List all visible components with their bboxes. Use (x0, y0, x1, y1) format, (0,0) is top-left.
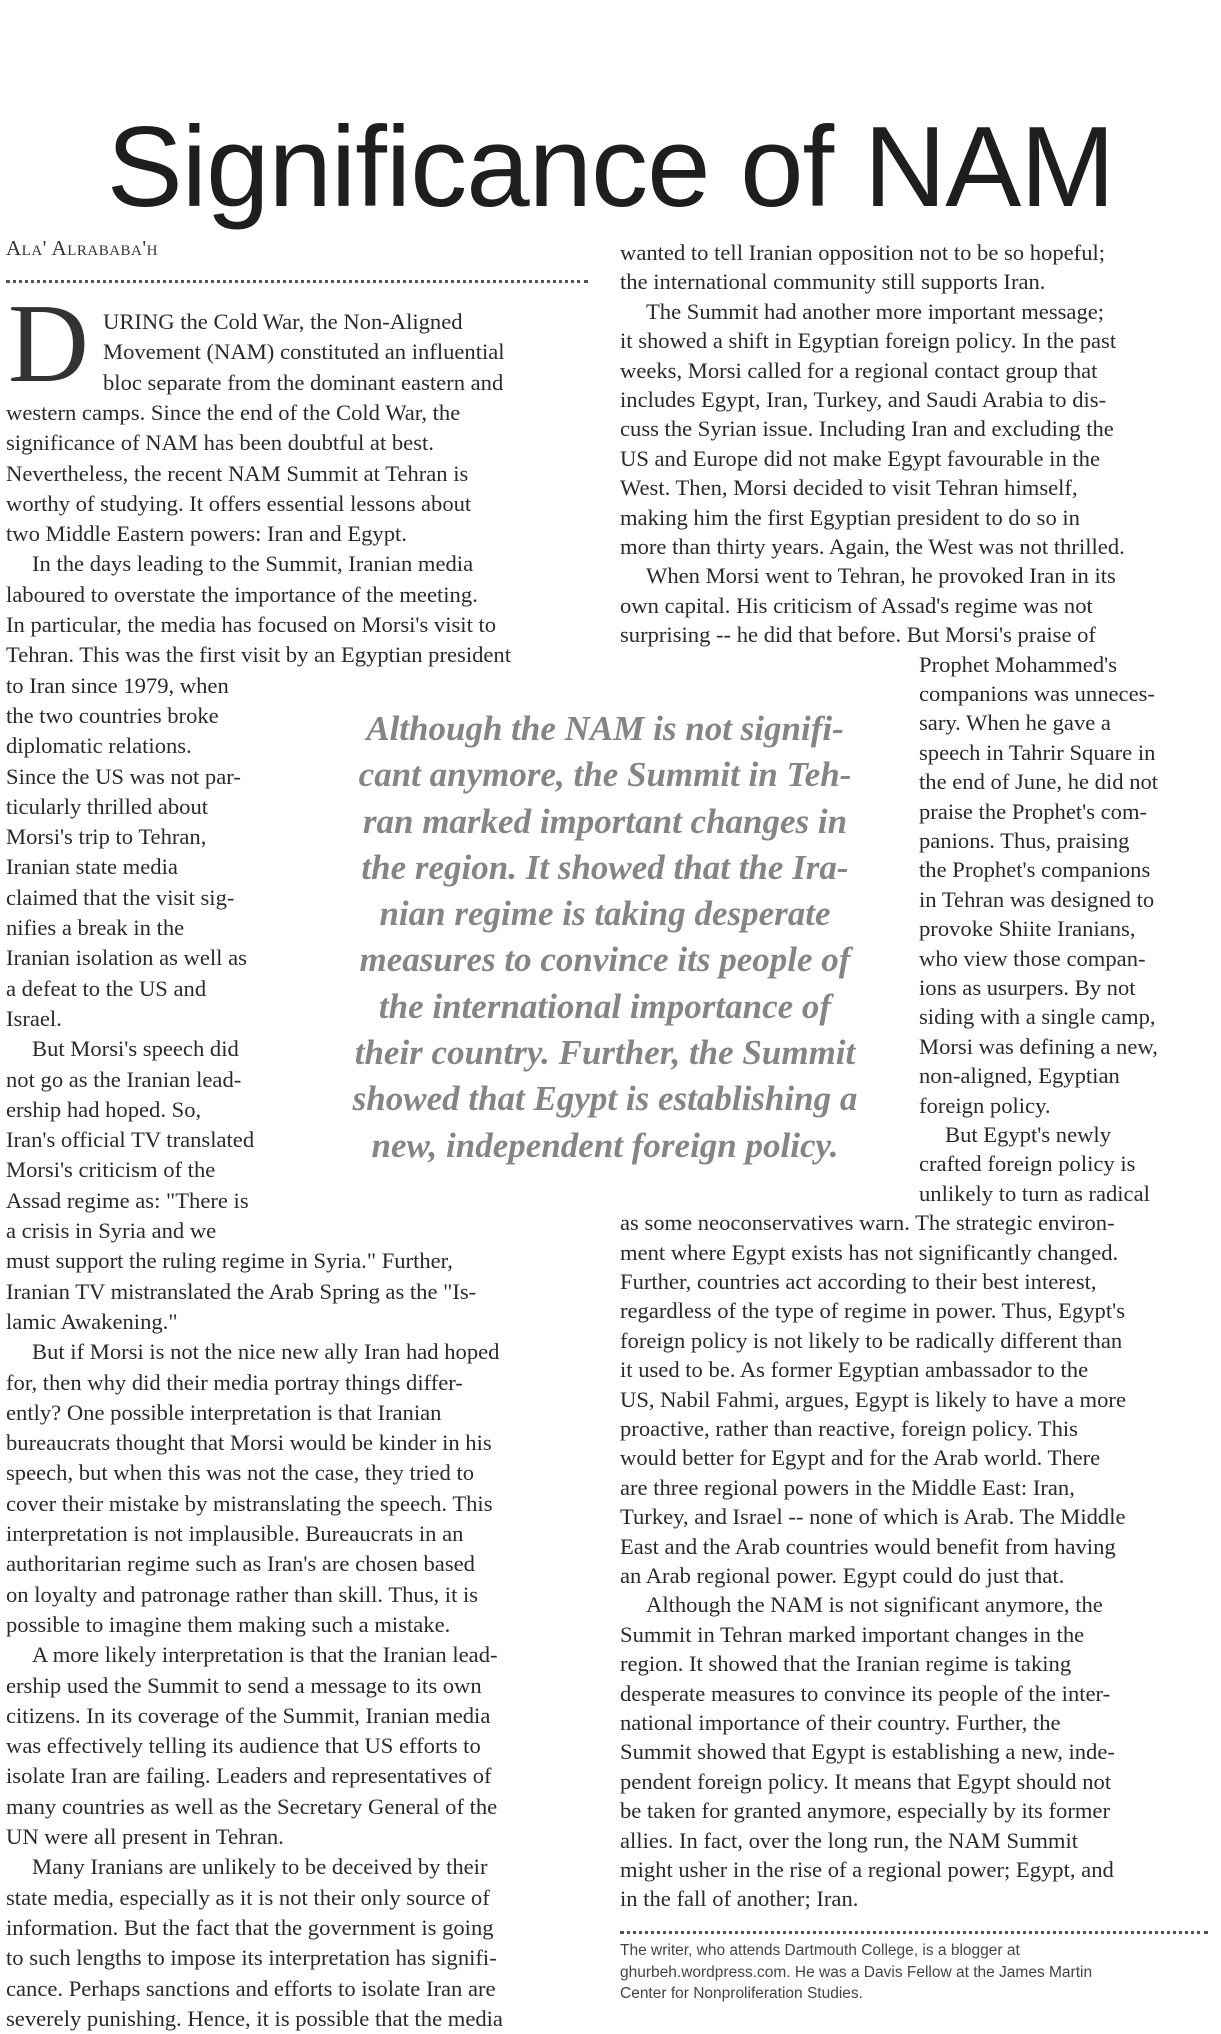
text-line: possible to imagine them making such a mistake. (6, 1611, 451, 1637)
text-line: the international community still supports Iran. (620, 269, 1046, 295)
text-line: Although the NAM is not significant anymore, the (646, 1592, 1103, 1618)
pull-quote-line: Although the NAM is not signifi- (366, 709, 844, 748)
text-line: a defeat to the US and (6, 975, 207, 1001)
text-line: Nevertheless, the recent NAM Summit at Tehran is (6, 460, 469, 486)
text-line: Morsi's criticism of the (6, 1157, 216, 1183)
text-line: Prophet Mohammed's (919, 651, 1117, 677)
text-line: unlikely to turn as radical (919, 1180, 1150, 1206)
text-line: be taken for granted anymore, especially by its former (620, 1798, 1110, 1824)
text-line: information. But the fact that the government is going (6, 1914, 494, 1940)
text-line: severely punishing. Hence, it is possible that the media (6, 2005, 503, 2031)
text-line: Morsi was defining a new, (919, 1033, 1158, 1059)
text-line: non-aligned, Egyptian (919, 1063, 1120, 1089)
text-line: western camps. Since the end of the Cold War, the (6, 399, 461, 425)
author-note-line: Center for Nonproliferation Studies. (620, 1985, 863, 2002)
text-line: to Iran since 1979, when (6, 672, 229, 698)
author-byline: Ala' Alrababa'h (6, 236, 158, 260)
text-line: more than thirty years. Again, the West was not thrilled. (620, 534, 1125, 559)
text-line: desperate measures to convince its people of the inter- (620, 1680, 1111, 1706)
text-line: Tehran. This was the first visit by an Egyptian president (6, 642, 512, 668)
text-line: claimed that the visit sig- (6, 884, 235, 910)
text-line: ership had hoped. So, (6, 1096, 202, 1122)
text-line: the Prophet's companions (919, 857, 1151, 883)
text-line: West. Then, Morsi decided to visit Tehran himself, (620, 475, 1078, 501)
text-line: Iranian state media (6, 854, 178, 880)
text-line: ership used the Summit to send a message to its own (6, 1672, 482, 1698)
text-line: Iranian TV mistranslated the Arab Spring as the "Is- (6, 1278, 477, 1304)
text-line: state media, especially as it is not their only source of (6, 1884, 490, 1910)
text-line: must support the ruling regime in Syria." Further, (6, 1248, 453, 1274)
text-line: speech, but when this was not the case, they tried to (6, 1460, 475, 1486)
text-line: companions was unneces- (919, 681, 1155, 706)
text-line: Since the US was not par- (6, 763, 241, 789)
text-line: But Egypt's newly (945, 1122, 1111, 1147)
text-line: citizens. In its coverage of the Summit, Iranian media (6, 1702, 491, 1728)
text-line: bureaucrats thought that Morsi would be kinder in his (6, 1430, 492, 1456)
pull-quote-line: nian regime is taking desperate (379, 894, 831, 934)
text-line: cover their mistake by mistranslating the speech. This (6, 1490, 493, 1516)
text-line: isolate Iran are failing. Leaders and representatives of (6, 1763, 492, 1789)
text-line: sary. When he gave a (919, 710, 1111, 736)
text-line: cuss the Syrian issue. Including Iran and excluding the (620, 416, 1114, 442)
text-line: nifies a break in the (6, 915, 185, 940)
text-line: US, Nabil Fahmi, argues, Egypt is likely to have a more (620, 1386, 1126, 1412)
text-line: not go as the Iranian lead- (6, 1066, 242, 1092)
author-note-line: ghurbeh.wordpress.com. He was a Davis Fellow at the James Martin (620, 1963, 1093, 1981)
text-line: diplomatic relations. (6, 733, 192, 759)
text-line: are three regional powers in the Middle East: Iran, (620, 1474, 1075, 1500)
text-line: The Summit had another more important message; (646, 298, 1105, 324)
text-line: URING the Cold War, the Non-Aligned (103, 309, 463, 334)
article-title: Significance of NAM (106, 104, 1115, 232)
text-line: in the fall of another; Iran. (620, 1886, 859, 1912)
text-line: foreign policy. (919, 1092, 1051, 1118)
text-line: Many Iranians are unlikely to be deceived by their (32, 1854, 488, 1880)
text-line: laboured to overstate the importance of the meeting. (6, 581, 478, 607)
text-line: might usher in the rise of a regional power; Egypt, and (620, 1857, 1114, 1882)
text-line: crafted foreign policy is (919, 1151, 1136, 1177)
text-line: wanted to tell Iranian opposition not to be so hopeful; (620, 240, 1106, 265)
text-line: When Morsi went to Tehran, he provoked Iran in its (646, 563, 1116, 589)
pull-quote-line: the international importance of (378, 986, 832, 1026)
text-line: who view those compan- (919, 945, 1146, 971)
text-line: But Morsi's speech did (32, 1036, 239, 1062)
byline-divider (6, 280, 588, 283)
text-line: the two countries broke (6, 702, 219, 728)
text-line: UN were all present in Tehran. (6, 1824, 284, 1849)
text-line: In the days leading to the Summit, Iranian media (32, 551, 474, 577)
pull-quote (300, 706, 910, 1169)
text-line: for, then why did their media portray things differ- (6, 1369, 463, 1395)
text-line: ment where Egypt exists has not significantly changed. (620, 1239, 1119, 1265)
footer-divider (620, 1931, 1208, 1934)
drop-cap: D (8, 282, 89, 406)
text-line: own capital. His criticism of Assad's regime was not (620, 592, 1093, 618)
text-line: Further, countries act according to their best interest, (620, 1269, 1097, 1294)
pull-quote-line: showed that Egypt is establishing a (352, 1079, 858, 1119)
text-line: East and the Arab countries would benefit from having (620, 1533, 1116, 1559)
pull-quote-line: new, independent foreign policy. (371, 1125, 839, 1165)
text-line: provoke Shiite Iranians, (919, 916, 1136, 942)
text-line: many countries as well as the Secretary General of the (6, 1793, 498, 1819)
text-line: pendent foreign policy. It means that Egypt should not (620, 1768, 1112, 1794)
text-line: includes Egypt, Iran, Turkey, and Saudi Arabia to dis- (620, 387, 1107, 412)
text-line: ently? One possible interpretation is that Iranian (6, 1399, 442, 1425)
text-line: praise the Prophet's com- (919, 798, 1148, 824)
text-line: it used to be. As former Egyptian ambassador to the (620, 1357, 1089, 1383)
text-line: US and Europe did not make Egypt favourable in the (620, 445, 1100, 471)
text-line: panions. Thus, praising (919, 828, 1130, 853)
pull-quote-line: cant anymore, the Summit in Teh- (358, 755, 852, 795)
text-line: siding with a single camp, (919, 1004, 1156, 1030)
text-line: it showed a shift in Egyptian foreign policy. In the past (620, 328, 1117, 354)
text-line: to such lengths to impose its interpretation has signifi- (6, 1945, 497, 1971)
text-line: Turkey, and Israel -- none of which is Arab. The Middle (620, 1504, 1126, 1530)
text-line: in Tehran was designed to (919, 886, 1155, 912)
text-line: regardless of the type of regime in power. Thus, Egypt's (620, 1298, 1125, 1324)
pull-quote-line: measures to convince its people of (359, 940, 851, 980)
text-line: bloc separate from the dominant eastern and (103, 369, 504, 395)
text-line: worthy of studying. It offers essential lessons about (6, 490, 472, 516)
pull-quote-line: the region. It showed that the Ira- (361, 847, 849, 887)
text-line: A more likely interpretation is that the Iranian lead- (32, 1642, 498, 1668)
text-line: Summit showed that Egypt is establishing a new, inde- (620, 1739, 1115, 1765)
text-line: authoritarian regime such as Iran's are chosen based (6, 1551, 475, 1577)
text-line: Morsi's trip to Tehran, (6, 824, 207, 850)
text-line: a crisis in Syria and we (6, 1218, 217, 1243)
text-line: ticularly thrilled about (6, 793, 209, 819)
text-line: was effectively telling its audience that US efforts to (6, 1733, 481, 1759)
text-line: speech in Tahrir Square in (919, 739, 1156, 765)
author-note-line: The writer, who attends Dartmouth College, is a blogger at (620, 1942, 1020, 1959)
text-line: would better for Egypt and for the Arab world. There (620, 1445, 1101, 1471)
text-line: Israel. (6, 1005, 62, 1031)
text-line: lamic Awakening." (6, 1308, 178, 1334)
text-line: Iran's official TV translated (6, 1127, 255, 1153)
text-line: allies. In fact, over the long run, the NAM Summit (620, 1827, 1079, 1853)
text-line: significance of NAM has been doubtful at best. (6, 430, 434, 456)
text-line: Assad regime as: "There is (6, 1187, 249, 1213)
text-line: But if Morsi is not the nice new ally Iran had hoped (32, 1339, 500, 1365)
text-line: national importance of their country. Further, the (620, 1710, 1061, 1735)
text-line: Summit in Tehran marked important changes in the (620, 1621, 1085, 1647)
text-line: two Middle Eastern powers: Iran and Egypt. (6, 521, 407, 547)
text-line: on loyalty and patronage rather than skill. Thus, it is (6, 1581, 479, 1607)
text-line: as some neoconservatives warn. The strategic environ- (620, 1210, 1115, 1236)
text-line: region. It showed that the Iranian regime is taking (620, 1651, 1072, 1677)
text-line: proactive, rather than reactive, foreign policy. This (620, 1416, 1078, 1441)
text-line: In particular, the media has focused on Morsi's visit to (6, 612, 497, 637)
text-line: making him the first Egyptian president to do so in (620, 504, 1080, 530)
author-note (620, 1940, 1220, 2005)
text-line: interpretation is not implausible. Bureaucrats in an (6, 1521, 464, 1546)
text-line: Iranian isolation as well as (6, 945, 247, 971)
text-line: an Arab regional power. Egypt could do just that. (620, 1563, 1065, 1588)
pull-quote-line: ran marked important changes in (362, 801, 848, 841)
text-line: weeks, Morsi called for a regional contact group that (620, 357, 1098, 383)
text-line: foreign policy is not likely to be radically different than (620, 1327, 1123, 1353)
text-line: the end of June, he did not (919, 769, 1159, 795)
text-line: ions as usurpers. By not (919, 975, 1136, 1000)
text-line: cance. Perhaps sanctions and efforts to isolate Iran are (6, 1975, 496, 2001)
pull-quote-line: their country. Further, the Summit (354, 1033, 856, 1073)
text-line: Movement (NAM) constituted an influential (103, 339, 505, 365)
text-line: surprising -- he did that before. But Morsi's praise of (620, 622, 1096, 648)
